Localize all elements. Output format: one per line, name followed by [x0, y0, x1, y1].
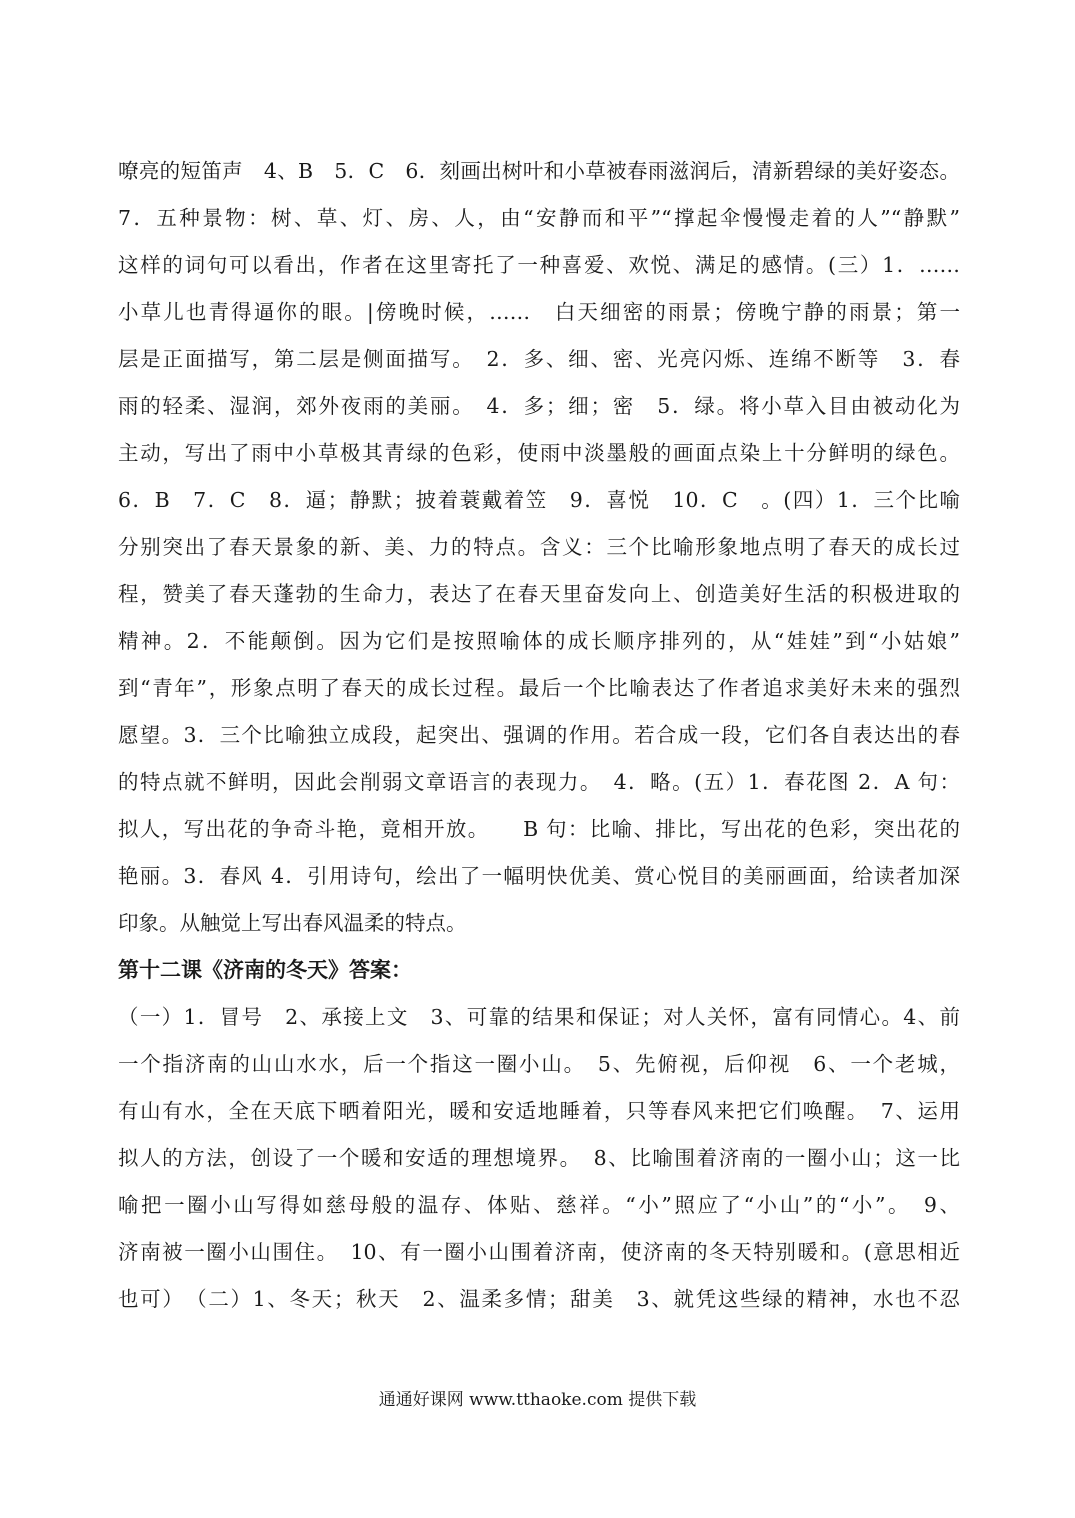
text-line: 拟人的方法，创设了一个暖和安适的理想境界。 8、比喻围着济南的一圈小山；这一比 — [118, 1146, 960, 1170]
text-line: 程，赞美了春天蓬勃的生命力，表达了在春天里奋发向上、创造美好生活的积极进取的 — [118, 582, 960, 606]
page-footer: 通通好课网 www.tthaoke.com 提供下载 — [378, 1390, 697, 1410]
text-line: 也可） （二）1、冬天；秋天 2、温柔多情；甜美 3、就凭这些绿的精神，水也不忍 — [118, 1287, 960, 1311]
text-line: 层是正面描写，第二层是侧面描写。 2．多、细、密、光亮闪烁、连绵不断等 3．春 — [118, 347, 960, 371]
text-line: （一）1．冒号 2、承接上文 3、可靠的结果和保证；对人关怀，富有同情心。4、前 — [118, 1005, 960, 1029]
answer-text-body — [118, 148, 960, 1323]
text-line: 精神。2．不能颠倒。因为它们是按照喻体的成长顺序排列的，从“娃娃”到“小姑娘” — [118, 629, 960, 653]
lesson-heading: 第十二课《济南的冬天》答案： — [118, 958, 412, 982]
text-line: 嘹亮的短笛声 4、B 5．C 6．刻画出树叶和小草被春雨滋润后，清新碧绿的美好姿态。 — [118, 159, 960, 183]
paragraph-spring-answers — [118, 148, 960, 947]
text-line: 济南被一圈小山围住。 10、有一圈小山围着济南，使济南的冬天特别暖和。(意思相近 — [118, 1240, 960, 1264]
text-line: 6．B 7．C 8．逼；静默；披着蓑戴着笠 9．喜悦 10．C 。(四）1．三个比喻 — [118, 488, 960, 512]
text-line: 印象。从触觉上写出春风温柔的特点。 — [118, 911, 467, 935]
paragraph-jinan-answers — [118, 994, 960, 1323]
text-line: 拟人，写出花的争奇斗艳，竟相开放。 B 句：比喻、排比，写出花的色彩，突出花的 — [118, 817, 960, 841]
text-line: 的特点就不鲜明，因此会削弱文章语言的表现力。 4．略。(五）1．春花图 2．A 句： — [118, 770, 960, 794]
text-line: 雨的轻柔、湿润，郊外夜雨的美丽。 4．多；细；密 5．绿。将小草入目由被动化为 — [118, 394, 960, 418]
text-line: 小草儿也青得逼你的眼。|傍晚时候，…… 白天细密的雨景；傍晚宁静的雨景；第一 — [118, 300, 960, 324]
text-line: 一个指济南的山山水水，后一个指这一圈小山。 5、先俯视，后仰视 6、一个老城， — [118, 1052, 960, 1076]
text-line: 7．五种景物：树、草、灯、房、人，由“安静而和平”“撑起伞慢慢走着的人”“静默” — [118, 206, 960, 230]
text-line: 主动，写出了雨中小草极其青绿的色彩，使雨中淡墨般的画面点染上十分鲜明的绿色。 — [118, 441, 960, 465]
text-line: 喻把一圈小山写得如慈母般的温存、体贴、慈祥。“小”照应了“小山”的“小”。 9、 — [118, 1193, 960, 1217]
text-line: 有山有水，全在天底下晒着阳光，暖和安适地睡着，只等春风来把它们唤醒。 7、运用 — [118, 1099, 960, 1123]
text-line: 愿望。3．三个比喻独立成段，起突出、强调的作用。若合成一段，它们各自表达出的春 — [118, 723, 960, 747]
text-line: 分别突出了春天景象的新、美、力的特点。含义：三个比喻形象地点明了春天的成长过 — [118, 535, 960, 559]
text-line: 艳丽。3．春风 4．引用诗句，绘出了一幅明快优美、赏心悦目的美丽画面，给读者加深 — [118, 864, 960, 888]
text-line: 这样的词句可以看出，作者在这里寄托了一种喜爱、欢悦、满足的感情。(三）1．…… — [118, 253, 960, 277]
text-line: 到“青年”，形象点明了春天的成长过程。最后一个比喻表达了作者追求美好未来的强烈 — [118, 676, 960, 700]
